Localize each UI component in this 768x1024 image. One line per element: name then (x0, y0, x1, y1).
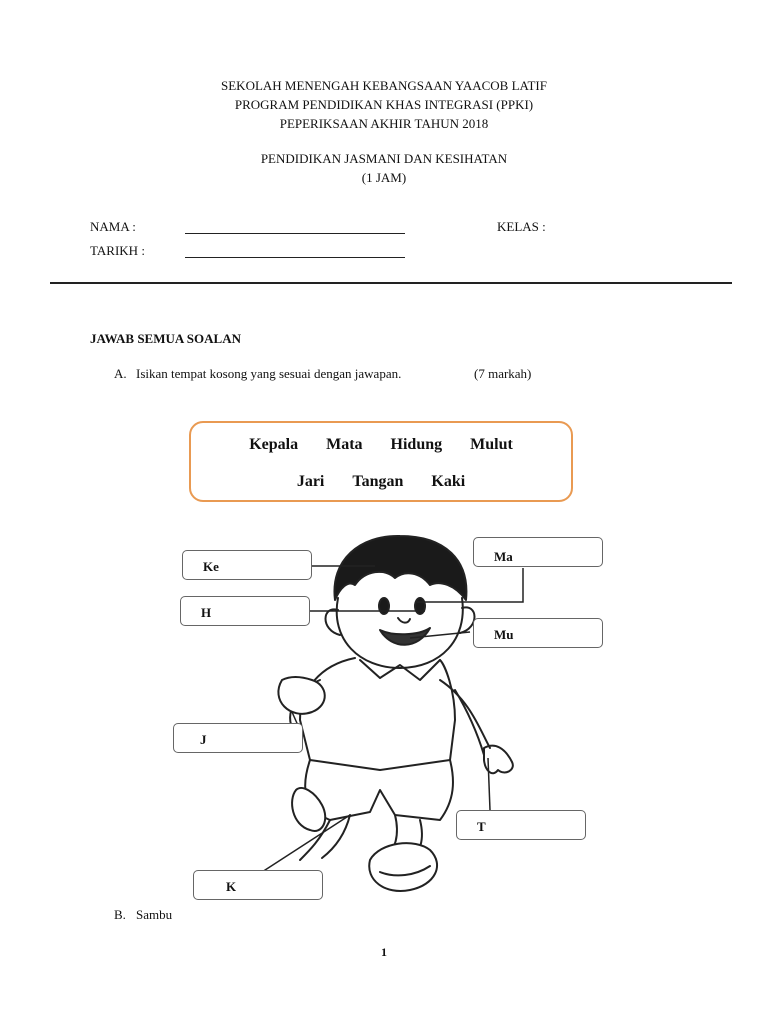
answer-box-hidung[interactable] (180, 596, 310, 626)
word-kaki: Kaki (431, 473, 466, 490)
answer-box-mata[interactable] (473, 537, 603, 567)
word-tangan: Tangan (352, 473, 404, 490)
question-a-text: Isikan tempat kosong yang sesuai dengan jawapan. (136, 366, 402, 381)
program-name: PROGRAM PENDIDIKAN KHAS INTEGRASI (PPKI) (234, 97, 534, 112)
tarikh-label: TARIKH : (90, 243, 145, 258)
section-title: JAWAB SEMUA SOALAN (90, 331, 241, 346)
page-number: 1 (381, 945, 387, 959)
question-a-marker: A. (114, 366, 127, 381)
answer-box-tangan[interactable] (456, 810, 586, 840)
answer-box-jari[interactable] (173, 723, 303, 753)
answer-hint-mulut: Mu (494, 627, 514, 642)
school-name: SEKOLAH MENENGAH KEBANGSAAN YAACOB LATIF (221, 78, 547, 93)
word-jari: Jari (296, 473, 325, 490)
subject-name: PENDIDIKAN JASMANI DAN KESIHATAN (260, 151, 508, 166)
question-b-marker: B. (114, 907, 126, 922)
answer-box-kaki[interactable] (193, 870, 323, 900)
answer-hint-mata: Ma (494, 549, 513, 564)
nama-label: NAMA : (90, 219, 136, 234)
answer-box-mulut[interactable] (473, 618, 603, 648)
question-a-marks: (7 markah) (474, 366, 532, 381)
kelas-label: KELAS : (497, 219, 546, 234)
answer-hint-tangan: T (477, 819, 486, 834)
word-mata: Mata (326, 436, 363, 453)
answer-hint-jari: J (200, 732, 207, 747)
word-hidung: Hidung (390, 436, 443, 453)
answer-hint-kepala: Ke (203, 559, 219, 574)
word-kepala: Kepala (249, 436, 299, 453)
exam-name: PEPERIKSAAN AKHIR TAHUN 2018 (279, 116, 489, 131)
word-mulut: Mulut (470, 436, 513, 453)
answer-box-kepala[interactable] (182, 550, 312, 580)
answer-hint-kaki: K (226, 879, 237, 894)
connector-tangan (488, 758, 490, 810)
answer-hint-hidung: H (201, 605, 212, 620)
exam-duration: (1 JAM) (361, 170, 407, 185)
question-b-text: Sambu (136, 907, 173, 922)
